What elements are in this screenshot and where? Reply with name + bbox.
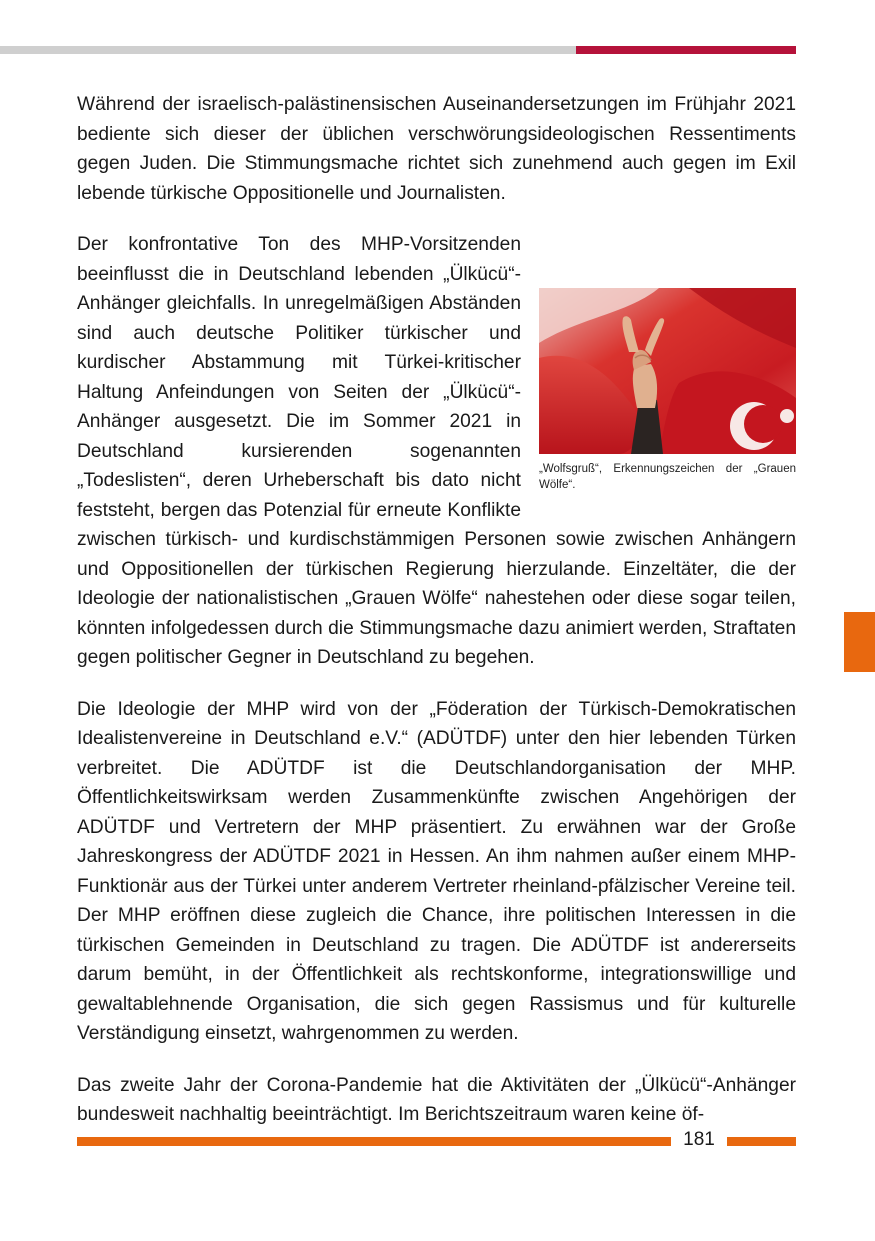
body-text xyxy=(77,90,796,1152)
page-number: 181 xyxy=(683,1129,715,1150)
header-bar-gray xyxy=(0,46,576,54)
footer-bar-right xyxy=(727,1137,796,1146)
paragraph-2: Der konfrontative Ton des MHP-Vorsitzenden beeinflusst die in Deutschland lebenden „Ülkücü“-Anhänger gleichfalls. In unregelmäßigen Abständen sind auch deutsche Politiker türkischer und kurdischer Abstammung mit Türkei-kritischer Haltung Anfeindungen von Seiten der „Ülkücü“-Anhänger ausgesetzt. Die im Sommer 2021 in Deutschland kursierenden sogenannten „Todeslisten“, deren Urheberschaft bis dato nicht feststeht, bergen das Potenzial für erneute Konflikte zwischen türkisch- und kurdischstämmigen Personen sowie zwischen Anhängern und Oppositionellen der türkischen Regierung hierzulande. Einzeltäter, die der Ideologie der nationalistischen „Grauen Wölfe“ nahestehen oder diese sogar teilen, könnten infolgedessen durch die Stimmungsmache dazu animiert werden, Straftaten gegen politischer Gegner in Deutschland zu begehen. xyxy=(77,234,796,668)
paragraph-4: Das zweite Jahr der Corona-Pandemie hat die Aktivitäten der „Ülkücü“-Anhänger bundesweit nachhaltig beeinträchtigt. Im Berichtszeitraum waren keine öf- xyxy=(77,1074,796,1125)
paragraph-1: Während der israelisch-palästinensischen Auseinandersetzungen im Frühjahr 2021 bediente sich dieser der üblichen verschwörungsideologischen Ressentiments gegen Juden. Die Stimmungsmache richtet sich zunehmend auch gegen im Exil lebende türkische Oppositionelle und Journalisten. xyxy=(77,94,796,204)
figure-caption: „Wolfsgruß“, Erkennungszeichen der „Grauen Wölfe“. xyxy=(539,463,796,491)
figure xyxy=(539,288,796,493)
footer-bar-left xyxy=(77,1137,671,1146)
chapter-side-tab xyxy=(844,612,875,672)
paragraph-3: Die Ideologie der MHP wird von der „Föderation der Türkisch-Demokratischen Idealistenvereine in Deutschland e.V.“ (ADÜTDF) unter den hier lebenden Türken verbreitet. Die ADÜTDF ist die Deutschlandorganisation der MHP. Öffentlichkeitswirksam werden Zusammenkünfte zwischen Angehörigen der ADÜTDF und Vertretern der MHP präsentiert. Zu erwähnen war der Große Jahreskongress der ADÜTDF 2021 in Hessen. An ihm nahmen außer einem MHP-Funktionär aus der Türkei unter anderem Vertreter rheinland-pfälzischer Vereine teil. Der MHP eröffnen diese zugleich die Chance, ihre politischen Interessen in die türkischen Gemeinden in Deutschland zu tragen. Die ADÜTDF ist andererseits darum bemüht, in der Öffentlichkeit als rechtskonforme, integrationswillige und gewaltablehnende Organisation, die sich gegen Rassismus und für kulturelle Verständigung einsetzt, wahrgenommen zu werden. xyxy=(77,698,796,1044)
header-bar-red xyxy=(576,46,796,54)
wolf-salute-photo xyxy=(539,288,796,454)
